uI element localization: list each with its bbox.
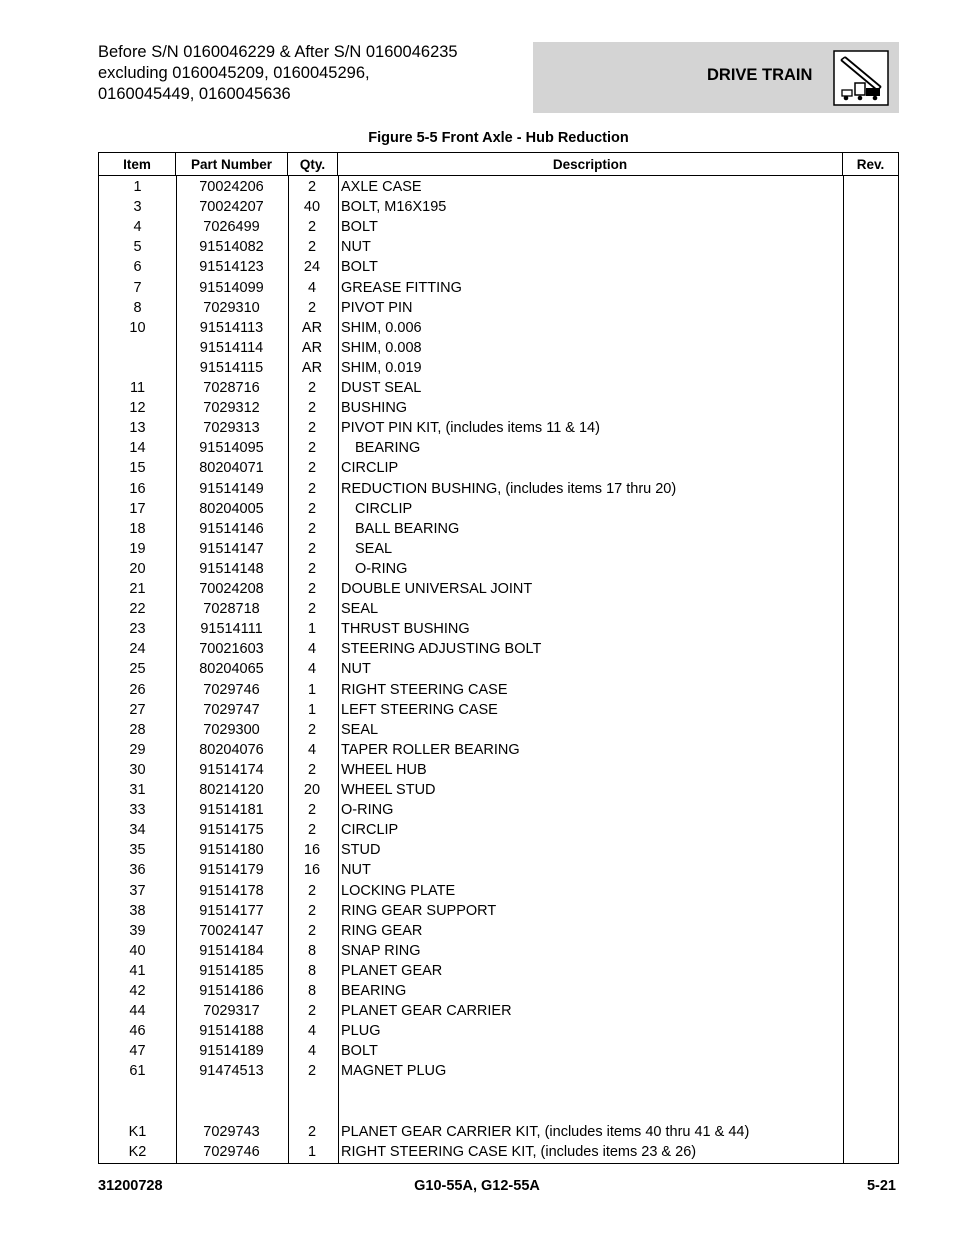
cell-description: BOLT (341, 1043, 378, 1060)
cell-qty: 4 (307, 741, 317, 758)
cell-description: BOLT, M16X195 (341, 199, 447, 216)
cell-description: O-RING (355, 560, 408, 577)
cell-item: 25 (129, 661, 146, 678)
table-row (99, 217, 898, 237)
cell-qty: 4 (307, 1043, 317, 1060)
table-row (99, 298, 898, 318)
cell-item: 11 (129, 380, 146, 396)
cell-part-number: 80204071 (199, 460, 264, 477)
table-row (99, 177, 898, 197)
table-row (99, 941, 898, 961)
cell-description: SHIM, 0.006 (341, 319, 422, 336)
table-row (99, 639, 898, 659)
cell-qty: 2 (307, 299, 317, 316)
table-row (99, 780, 898, 800)
cell-description: GREASE FITTING (341, 279, 462, 296)
table-row (99, 981, 898, 1001)
table-row (99, 1001, 898, 1021)
cell-item: K1 (128, 1123, 147, 1140)
cell-item: 46 (129, 1023, 146, 1040)
cell-part-number: 91514188 (199, 1023, 264, 1040)
table-row (99, 820, 898, 840)
table-row (99, 700, 898, 720)
cell-qty: 2 (307, 581, 317, 597)
table-row (99, 539, 898, 559)
cell-item: 10 (129, 319, 146, 336)
cell-part-number: 7029746 (203, 1143, 260, 1160)
header-qty: Qty. (288, 153, 338, 175)
cell-description: RIGHT STEERING CASE (341, 681, 508, 698)
cell-qty: 16 (303, 862, 321, 879)
table-header-row (99, 153, 898, 176)
cell-part-number: 91514184 (199, 942, 264, 959)
cell-qty: 2 (307, 480, 317, 497)
table-row (99, 840, 898, 860)
cell-item: 47 (129, 1043, 146, 1060)
table-row (99, 921, 898, 941)
cell-part-number: 7029747 (203, 701, 260, 718)
header-description: Description (338, 153, 843, 175)
table-row (99, 237, 898, 257)
cell-description: CIRCLIP (341, 822, 399, 839)
cell-description: RING GEAR SUPPORT (341, 902, 497, 919)
forklift-icon (833, 50, 889, 106)
table-row (99, 1122, 898, 1142)
cell-part-number: 70024208 (199, 581, 264, 597)
cell-description: PIVOT PIN KIT, (includes items 11 & 14) (341, 420, 600, 437)
cell-part-number: 91514123 (199, 259, 264, 276)
table-row (99, 1041, 898, 1061)
cell-item: 33 (129, 802, 146, 819)
cell-qty: 2 (307, 440, 317, 457)
cell-item: 14 (129, 440, 146, 457)
cell-part-number: 7029313 (203, 420, 260, 437)
cell-part-number: 91514180 (199, 842, 264, 859)
footer-models: G10-55A, G12-55A (414, 1178, 540, 1194)
cell-qty: 2 (307, 400, 317, 417)
cell-description: BALL BEARING (355, 520, 460, 537)
cell-description: PIVOT PIN (341, 299, 413, 316)
table-row (99, 398, 898, 418)
cell-part-number: 91514189 (199, 1043, 264, 1060)
cell-qty: 1 (307, 681, 317, 698)
table-row (99, 499, 898, 519)
table-row (99, 760, 898, 780)
cell-item: 7 (133, 279, 142, 296)
cell-description: PLANET GEAR CARRIER (341, 1003, 512, 1020)
cell-qty: 40 (303, 199, 321, 216)
cell-qty: 1 (307, 1143, 317, 1160)
table-row (99, 559, 898, 579)
cell-part-number: 91514178 (199, 882, 264, 899)
cell-qty: AR (301, 359, 323, 376)
cell-qty: 2 (307, 239, 317, 256)
cell-qty: AR (301, 319, 323, 336)
cell-description: STEERING ADJUSTING BOLT (341, 641, 542, 658)
cell-qty: 4 (307, 641, 317, 658)
cell-qty: 2 (307, 902, 317, 919)
cell-part-number: 91514174 (199, 761, 264, 778)
cell-item: 39 (129, 922, 146, 939)
cell-part-number: 91514115 (199, 359, 264, 376)
table-row (99, 318, 898, 338)
cell-item: 42 (129, 983, 146, 999)
cell-description: MAGNET PLUG (341, 1063, 447, 1080)
cell-part-number: 80214120 (199, 782, 264, 798)
cell-part-number: 91514095 (199, 440, 264, 457)
cell-part-number: 91514113 (199, 319, 264, 336)
cell-qty: 2 (307, 540, 317, 557)
table-row (99, 860, 898, 880)
cell-description: RIGHT STEERING CASE KIT, (includes items 23 & 26) (341, 1143, 697, 1160)
cell-description: STUD (341, 842, 381, 859)
cell-description: AXLE CASE (341, 179, 422, 195)
cell-qty: 2 (307, 922, 317, 939)
cell-item: 12 (129, 400, 146, 417)
table-row (99, 1021, 898, 1041)
table-row (99, 800, 898, 820)
table-row (99, 378, 898, 398)
table-row (99, 338, 898, 358)
cell-qty: 2 (307, 420, 317, 437)
parts-table (98, 152, 899, 1164)
cell-part-number: 7029312 (203, 400, 260, 417)
cell-description: BUSHING (341, 400, 408, 417)
table-row (99, 418, 898, 438)
table-row (99, 1142, 898, 1162)
cell-description: BOLT (341, 259, 378, 276)
table-row (99, 881, 898, 901)
cell-part-number: 7029746 (203, 681, 260, 698)
cell-description: PLANET GEAR (341, 962, 443, 979)
cell-qty: 2 (307, 1003, 317, 1020)
cell-item: 34 (129, 822, 146, 839)
table-row (99, 619, 898, 639)
cell-description: SHIM, 0.008 (341, 339, 422, 356)
cell-qty: 2 (307, 460, 317, 477)
cell-part-number: 7026499 (203, 219, 260, 236)
table-row (99, 278, 898, 298)
cell-part-number: 7029310 (203, 299, 260, 316)
cell-item: 18 (129, 520, 146, 537)
cell-part-number: 70024207 (199, 199, 264, 216)
table-row (99, 519, 898, 539)
cell-part-number: 91514177 (199, 902, 264, 919)
cell-part-number: 91514179 (199, 862, 264, 879)
cell-part-number: 91514111 (200, 621, 263, 638)
cell-description: NUT (341, 239, 371, 256)
table-row (99, 599, 898, 619)
table-row (99, 1061, 898, 1081)
footer-doc-number: 31200728 (98, 1178, 163, 1194)
cell-qty: 4 (307, 279, 317, 296)
cell-item: 22 (129, 601, 146, 618)
table-body (99, 176, 898, 1163)
cell-item: 6 (133, 259, 142, 276)
cell-part-number: 7028716 (203, 380, 260, 396)
cell-item: 15 (129, 460, 146, 477)
cell-description: SNAP RING (341, 942, 421, 959)
cell-qty: 2 (307, 822, 317, 839)
table-row (99, 659, 898, 679)
cell-description: CIRCLIP (341, 460, 399, 477)
cell-item: 19 (129, 540, 146, 557)
cell-item: 16 (129, 480, 146, 497)
table-row (99, 961, 898, 981)
cell-description: BOLT (341, 219, 378, 236)
table-row (99, 579, 898, 599)
cell-part-number: 91514175 (199, 822, 264, 839)
table-row (99, 901, 898, 921)
cell-item: 38 (129, 902, 146, 919)
cell-part-number: 91514181 (199, 802, 264, 819)
figure-title: Figure 5-5 Front Axle - Hub Reduction (368, 130, 629, 146)
cell-item: 28 (129, 721, 146, 738)
cell-item: 3 (133, 199, 142, 216)
cell-item: 21 (129, 581, 146, 597)
cell-description: SEAL (341, 601, 379, 618)
cell-qty: 2 (307, 882, 317, 899)
cell-item: K2 (128, 1143, 147, 1160)
cell-description: REDUCTION BUSHING, (includes items 17 thru 20) (341, 480, 677, 497)
cell-item: 31 (129, 782, 146, 798)
cell-part-number: 80204065 (199, 661, 264, 678)
table-row (99, 197, 898, 217)
header-item: Item (99, 153, 176, 175)
cell-part-number: 70024147 (199, 922, 264, 939)
cell-item: 40 (129, 942, 146, 959)
cell-qty: 2 (307, 380, 317, 396)
cell-part-number: 7029300 (203, 721, 260, 738)
cell-part-number: 91514147 (199, 540, 264, 557)
table-row (99, 257, 898, 277)
cell-qty: 4 (307, 661, 317, 678)
cell-description: WHEEL STUD (341, 782, 436, 798)
table-row (99, 458, 898, 478)
cell-description: THRUST BUSHING (341, 621, 470, 638)
table-row (99, 720, 898, 740)
cell-description: SEAL (341, 721, 379, 738)
table-row (99, 358, 898, 378)
header-part-number: Part Number (176, 153, 288, 175)
table-row (99, 438, 898, 458)
footer-page-number: 5-21 (866, 1178, 896, 1194)
cell-description: NUT (341, 661, 371, 678)
cell-qty: 2 (307, 1123, 317, 1140)
cell-part-number: 91514185 (199, 962, 264, 979)
cell-qty: 1 (307, 701, 317, 718)
header-rev: Rev. (856, 156, 885, 172)
cell-description: DUST SEAL (341, 380, 422, 396)
cell-part-number: 7029317 (203, 1003, 260, 1020)
cell-qty: 2 (307, 802, 317, 819)
cell-item: 8 (133, 299, 142, 316)
cell-description: DOUBLE UNIVERSAL JOINT (341, 581, 533, 597)
cell-part-number: 91514082 (199, 239, 264, 256)
cell-qty: 2 (307, 219, 317, 236)
cell-item: 13 (129, 420, 146, 437)
cell-part-number: 91514148 (199, 560, 264, 577)
cell-item: 44 (129, 1003, 146, 1020)
cell-qty: 4 (307, 1023, 317, 1040)
cell-item: 61 (129, 1063, 146, 1080)
cell-qty: 2 (307, 520, 317, 537)
cell-qty: 2 (307, 761, 317, 778)
cell-description: BEARING (341, 983, 407, 999)
cell-qty: 8 (307, 942, 317, 959)
cell-part-number: 70024206 (199, 179, 264, 195)
cell-item: 26 (129, 681, 146, 698)
cell-item: 27 (129, 701, 146, 718)
serial-line: Before S/N 0160046229 & After S/N 0160046235 (98, 43, 458, 61)
cell-description: O-RING (341, 802, 394, 819)
section-title: DRIVE TRAIN (707, 66, 813, 84)
cell-item: 5 (133, 239, 142, 256)
cell-part-number: 91514114 (199, 339, 264, 356)
cell-description: CIRCLIP (355, 500, 413, 517)
table-row (99, 1082, 898, 1102)
cell-qty: 8 (307, 962, 317, 979)
cell-qty: 2 (307, 1063, 317, 1080)
cell-qty: 2 (307, 721, 317, 738)
cell-qty: 2 (307, 179, 317, 195)
cell-description: TAPER ROLLER BEARING (341, 741, 520, 758)
cell-qty: 2 (307, 500, 317, 517)
cell-description: NUT (341, 862, 371, 879)
cell-qty: 8 (307, 983, 317, 999)
cell-part-number: 91514099 (199, 279, 264, 296)
table-row (99, 680, 898, 700)
cell-description: WHEEL HUB (341, 761, 427, 778)
cell-qty: 24 (303, 259, 321, 276)
cell-description: SHIM, 0.019 (341, 359, 422, 376)
cell-description: RING GEAR (341, 922, 423, 939)
cell-item: 37 (129, 882, 146, 899)
cell-qty: 16 (303, 842, 321, 859)
cell-item: 36 (129, 862, 146, 879)
cell-description: SEAL (355, 540, 393, 557)
cell-part-number: 91514149 (199, 480, 264, 497)
cell-qty: 2 (307, 560, 317, 577)
table-row (99, 740, 898, 760)
cell-description: PLANET GEAR CARRIER KIT, (includes items 40 thru 41 & 44) (341, 1123, 750, 1140)
cell-part-number: 91474513 (199, 1063, 264, 1080)
cell-item: 4 (133, 219, 142, 236)
table-row (99, 1102, 898, 1122)
cell-part-number: 91514146 (199, 520, 264, 537)
cell-description: LEFT STEERING CASE (341, 701, 498, 718)
cell-qty: 20 (303, 782, 321, 798)
cell-part-number: 80204076 (199, 741, 264, 758)
cell-part-number: 91514186 (199, 983, 264, 999)
cell-qty: 2 (307, 601, 317, 618)
serial-line: 0160045449, 0160045636 (98, 85, 291, 103)
section-header-box (533, 42, 899, 113)
cell-item: 23 (129, 621, 146, 638)
cell-item: 24 (129, 641, 146, 658)
cell-qty: 1 (307, 621, 317, 638)
cell-part-number: 7029743 (203, 1123, 260, 1140)
cell-item: 1 (133, 179, 142, 195)
cell-qty: AR (301, 339, 323, 356)
cell-part-number: 70021603 (199, 641, 264, 658)
table-row (99, 479, 898, 499)
cell-description: LOCKING PLATE (341, 882, 456, 899)
cell-part-number: 80204005 (199, 500, 264, 517)
cell-item: 17 (129, 500, 146, 517)
serial-number-note (98, 42, 518, 105)
cell-item: 29 (129, 741, 146, 758)
cell-item: 30 (129, 761, 146, 778)
cell-description: BEARING (355, 440, 421, 457)
cell-part-number: 7028718 (203, 601, 260, 618)
cell-description: PLUG (341, 1023, 381, 1040)
serial-line: excluding 0160045209, 0160045296, (98, 64, 370, 82)
cell-item: 20 (129, 560, 146, 577)
cell-item: 35 (129, 842, 146, 859)
cell-item: 41 (129, 962, 146, 979)
